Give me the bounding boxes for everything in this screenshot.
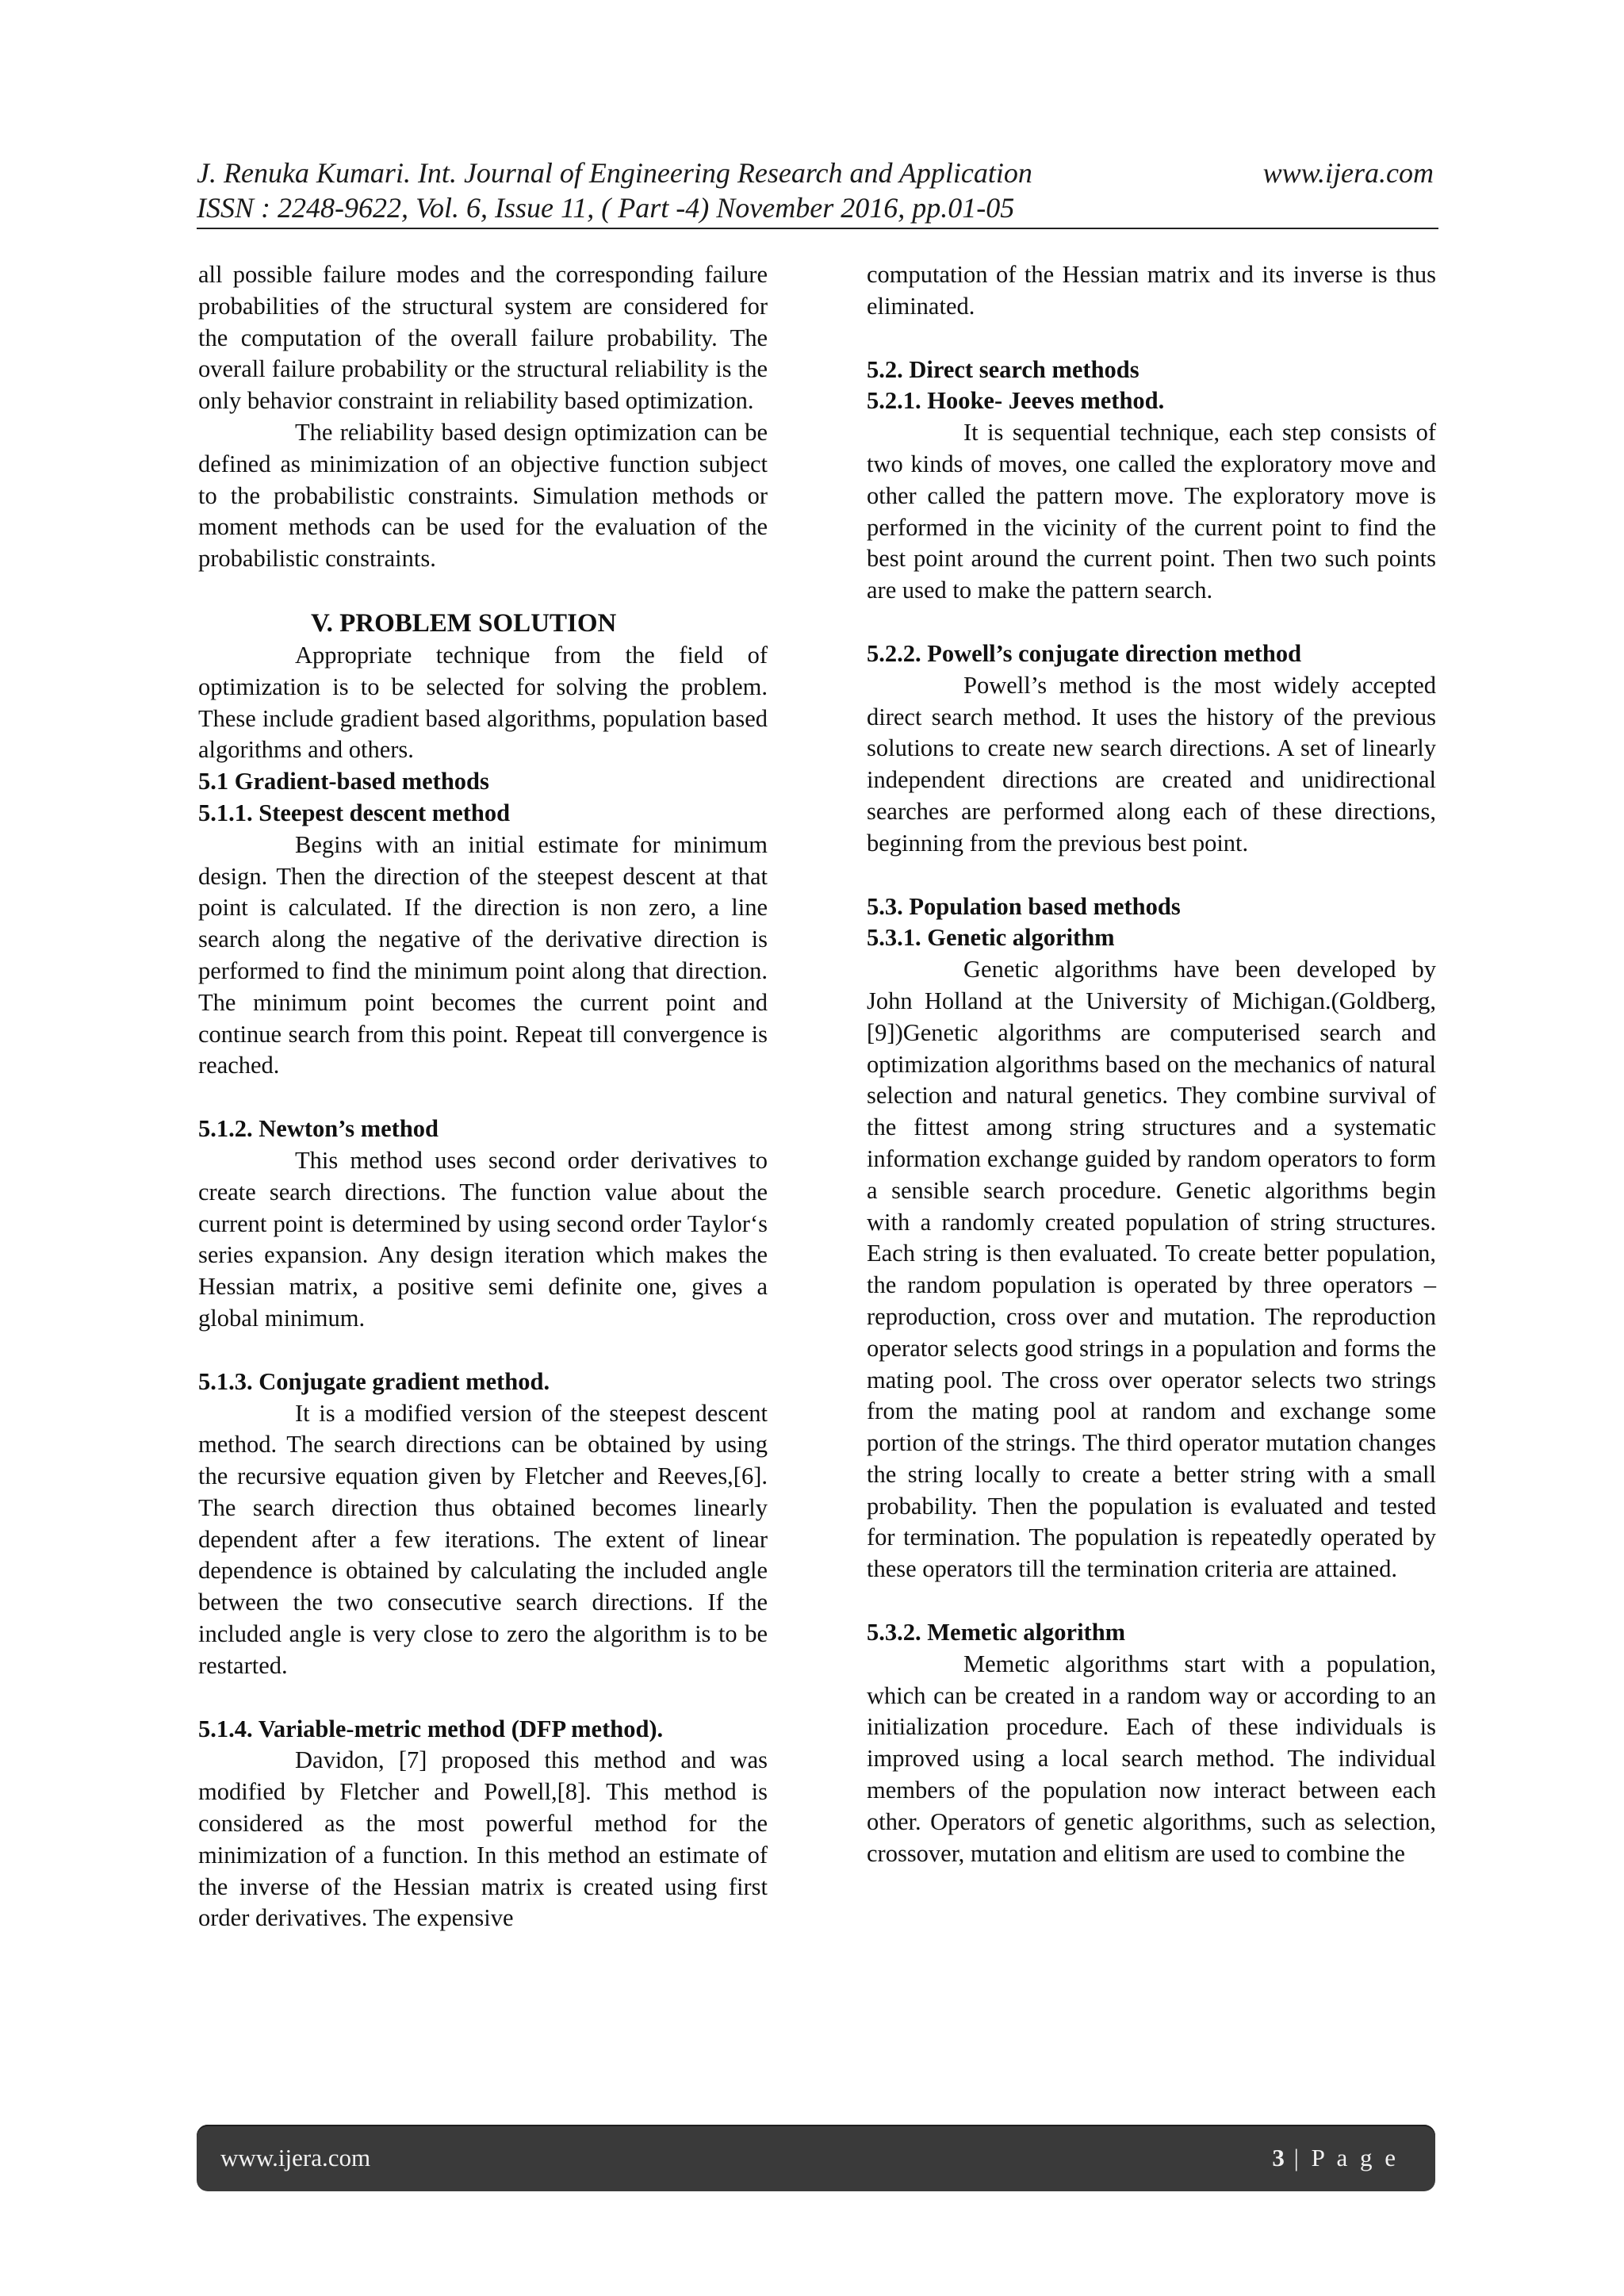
subsection-heading: 5.1.3. Conjugate gradient method.: [198, 1367, 550, 1395]
subsection-heading: 5.3. Population based methods: [867, 892, 1181, 920]
paragraph: Davidon, [7] proposed this method and was modified by Fletcher and Powell,[8]. This method is considered as the most powerful method for the minimization of a function. In this method an estimate of the inverse of the Hessian matrix is created using first order derivatives. The expensive: [198, 1746, 768, 1932]
footer-website-link[interactable]: www.ijera.com: [220, 2144, 371, 2171]
header-website-link[interactable]: www.ijera.com: [1262, 157, 1434, 189]
paragraph: This method uses second order derivatives to create search directions. The function value about the current point is determined by using second order Taylor‘s series expansion. Any design iteration which makes the Hessian matrix, a positive semi definite one, gives a global minimum.: [198, 1146, 768, 1332]
subsection-heading: 5.1.4. Variable-metric method (DFP method).: [198, 1715, 664, 1742]
subsection-heading: 5.3.1. Genetic algorithm: [867, 924, 1115, 952]
issn-line: ISSN : 2248-9622, Vol. 6, Issue 11, ( Part -4) November 2016, pp.01-05: [197, 192, 1015, 224]
header-divider: [197, 228, 1438, 229]
page-footer: [197, 2125, 1435, 2191]
paragraph: Begins with an initial estimate for minimum design. Then the direction of the steepest descent at that point is calculated. If the direction is non zero, a line search along the negative of the derivative direction is performed to find the minimum point along that direction. The minimum point becomes the current point and continue search from this point. Repeat till convergence is reached.: [198, 830, 768, 1079]
paragraph: It is a modified version of the steepest descent method. The search directions can be obtained by using the recursive equation given by Fletcher and Reeves,[6]. The search direction thus obtained becomes linearly dependent after a few iterations. The extent of linear dependence is obtained by calculating the included angle between the two consecutive search directions. If the included angle is very close to zero the algorithm is to be restarted.: [198, 1399, 768, 1679]
paragraph: It is sequential technique, each step consists of two kinds of moves, one called the exploratory move and other called the pattern move. The exploratory move is performed in the vicinity of the current point to find the best point around the current point. Then two such points are used to make the pattern search.: [867, 419, 1436, 604]
right-column: [867, 259, 1436, 1869]
paragraph: all possible failure modes and the corresponding failure probabilities of the structural system are considered for the computation of the overall failure probability. The overall failure probability or the structural reliability is the only behavior constraint in reliability based optimization.: [198, 261, 768, 415]
paragraph: computation of the Hessian matrix and its inverse is thus eliminated.: [867, 261, 1436, 320]
paragraph: Appropriate technique from the field of optimization is to be selected for solving the problem. These include gradient based algorithms, population based algorithms and others.: [198, 641, 768, 764]
left-column: [198, 259, 768, 1934]
section-title: V. PROBLEM SOLUTION: [311, 608, 617, 638]
page-number: 3: [1272, 2144, 1285, 2171]
subsection-heading: 5.3.2. Memetic algorithm: [867, 1619, 1126, 1646]
subsection-heading: 5.1.1. Steepest descent method: [198, 799, 511, 826]
paragraph: Genetic algorithms have been developed by John Holland at the University of Michigan.(Goldberg, [9])Genetic algorithms are computerised search and optimization algorithms based on the mechanics of natural selection and natural genetics. They combine survival of the fittest among string structures and a systematic information exchange guided by random operators to form a sensible search procedure. Genetic algorithms begin with a randomly created population of string structures. Each string is then evaluated. To create better population, the random population is operated by three operators – reproduction, cross over and mutation. The reproduction operator selects good strings in a population and forms the mating pool. The cross over operator selects two strings from the mating pool at random and exchange some portion of the strings. The third operator mutation changes the string locally to create a better string with a small probability. Then the population is evaluated and tested for termination. The population is repeatedly operated by these operators till the termination criteria are attained.: [867, 956, 1436, 1583]
paragraph: The reliability based design optimization can be defined as minimization of an objective function subject to the probabilistic constraints. Simulation methods or moment methods can be used for the evaluation of the probabilistic constraints.: [198, 418, 768, 573]
paragraph: Memetic algorithms start with a population, which can be created in a random way or according to an initialization procedure. Each of these individuals is improved using a local search method. The individual members of the population now interact between each other. Operators of genetic algorithms, such as selection, crossover, mutation and elitism are used to combine the: [867, 1650, 1436, 1867]
journal-citation: J. Renuka Kumari. Int. Journal of Engineering Research and Application: [197, 157, 1032, 189]
page-indicator: [1272, 2144, 1399, 2172]
subsection-heading: 5.1.2. Newton’s method: [198, 1115, 439, 1143]
subsection-heading: 5.2.2. Powell’s conjugate direction method: [867, 639, 1302, 667]
running-header: [197, 155, 1434, 225]
subsection-heading: 5.1 Gradient-based methods: [198, 768, 489, 795]
subsection-heading: 5.2.1. Hooke- Jeeves method.: [867, 387, 1165, 415]
page-label: | P a g e: [1284, 2144, 1399, 2171]
paragraph: Powell’s method is the most widely accepted direct search method. It uses the history of the previous solutions to create new search directions. A set of linearly independent directions are created and unidirectional searches are performed along each of these directions, beginning from the previous best point.: [867, 671, 1436, 857]
subsection-heading: 5.2. Direct search methods: [867, 355, 1139, 383]
